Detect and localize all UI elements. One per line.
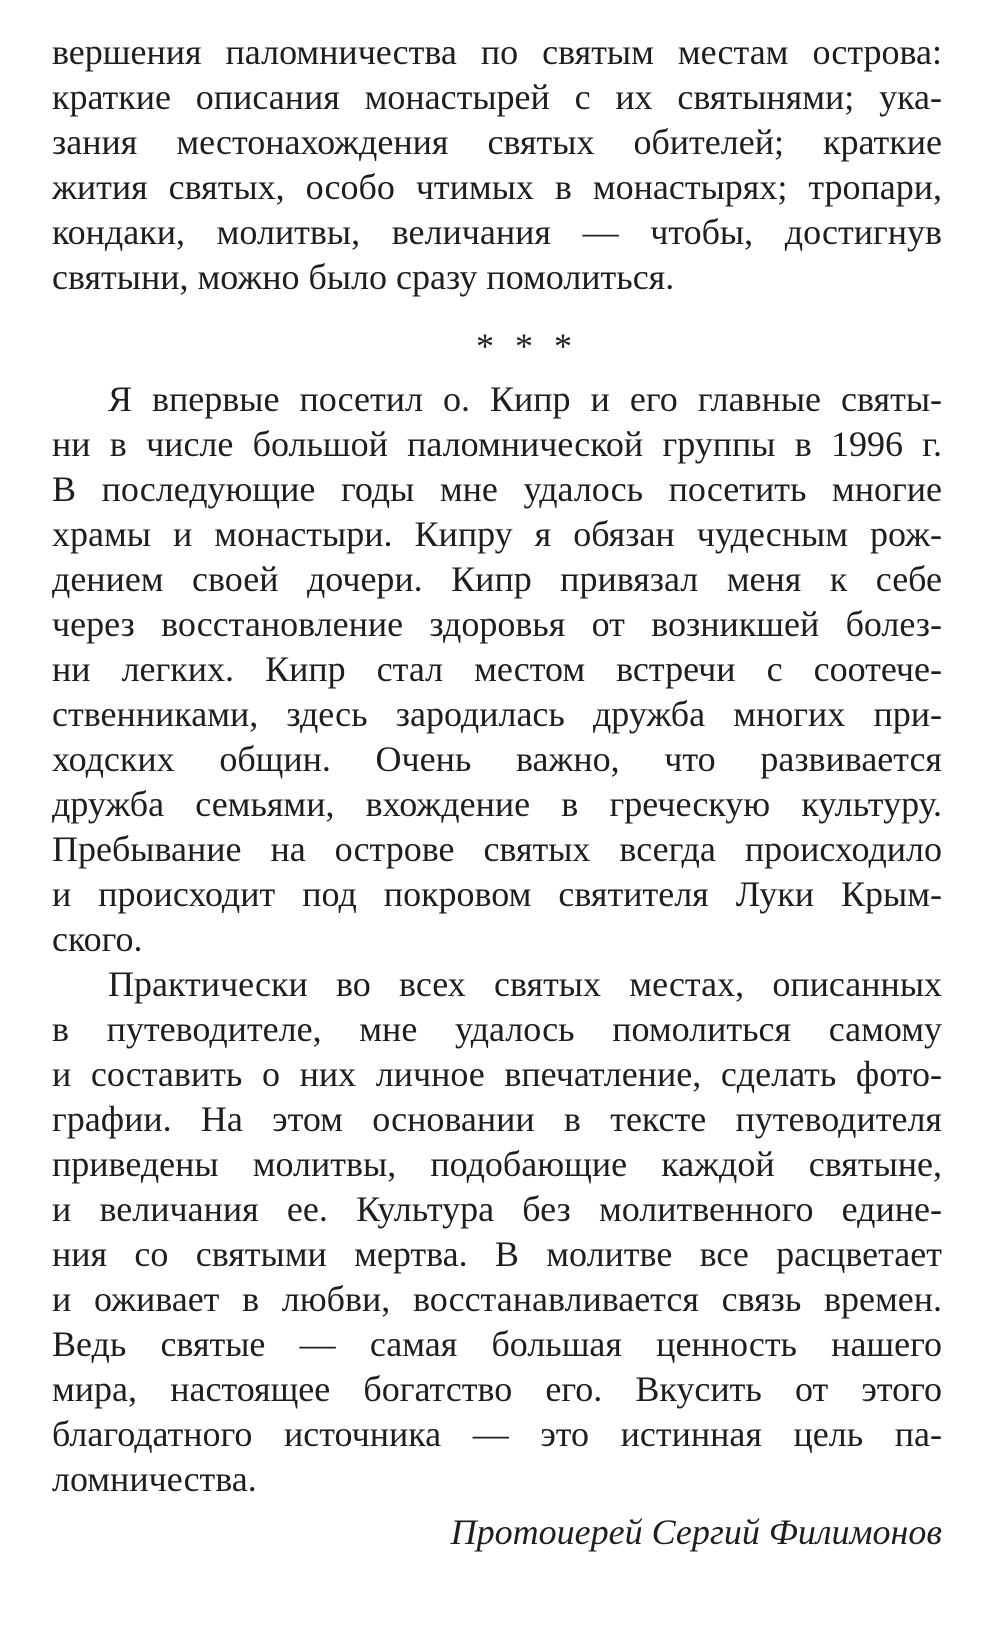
paragraph-3 xyxy=(52,962,942,1502)
text-line: через восстановление здоровья от возникшей болез- xyxy=(52,604,942,644)
text-line: святыни, можно было сразу помолиться. xyxy=(52,257,675,297)
text-line: ломничества. xyxy=(52,1459,257,1499)
text-line: Практически во всех святых местах, описанных xyxy=(108,964,942,1004)
text-line: вершения паломничества по святым местам острова: xyxy=(52,32,942,72)
text-line: ни в числе большой паломнической группы в 1996 г. xyxy=(52,424,942,464)
text-line: ни легких. Кипр стал местом встречи с соотече- xyxy=(52,649,942,689)
text-line: ния со святыми мертва. В молитве все расцветает xyxy=(52,1234,942,1274)
text-line: кондаки, молитвы, величания — чтобы, достигнув xyxy=(52,212,942,252)
text-line: ственниками, здесь зародилась дружба многих при- xyxy=(52,694,942,734)
section-separator: * * * xyxy=(476,326,578,366)
text-line: благодатного источника — это истинная цель па- xyxy=(52,1414,942,1454)
text-line: дружба семьями, вхождение в греческую культуру. xyxy=(52,784,942,824)
text-line: жития святых, особо чтимых в монастырях; тропари, xyxy=(52,167,942,207)
text-line: и величания ее. Культура без молитвенного едине- xyxy=(52,1189,942,1229)
text-line: Я впервые посетил о. Кипр и его главные святы- xyxy=(108,379,942,419)
text-line: ского. xyxy=(52,919,143,959)
text-line: краткие описания монастырей с их святынями; ука- xyxy=(52,77,942,117)
text-line: графии. На этом основании в тексте путеводителя xyxy=(52,1099,942,1139)
text-line: и происходит под покровом святителя Луки Крым- xyxy=(52,874,942,914)
text-line: в путеводителе, мне удалось помолиться самому xyxy=(52,1009,942,1049)
text-line: дением своей дочери. Кипр привязал меня к себе xyxy=(52,559,942,599)
author-signature: Протоиерей Сергий Филимонов xyxy=(450,1512,942,1552)
text-line: храмы и монастыри. Кипру я обязан чудесным рож- xyxy=(52,514,942,554)
text-line: зания местонахождения святых обителей; краткие xyxy=(52,122,942,162)
text-line: Ведь святые — самая большая ценность нашего xyxy=(52,1324,942,1364)
text-line: Пребывание на острове святых всегда происходило xyxy=(52,829,942,869)
paragraph-1 xyxy=(52,30,942,300)
text-line: приведены молитвы, подобающие каждой святыне, xyxy=(52,1144,942,1184)
text-line: ходских общин. Очень важно, что развивается xyxy=(52,739,942,779)
text-line: и оживает в любви, восстанавливается связь времен. xyxy=(52,1279,942,1319)
text-line: и составить о них личное впечатление, сделать фото- xyxy=(52,1054,942,1094)
book-page xyxy=(52,30,942,1555)
text-line: мира, настоящее богатство его. Вкусить от этого xyxy=(52,1369,942,1409)
paragraph-2 xyxy=(52,377,942,962)
text-line: В последующие годы мне удалось посетить многие xyxy=(52,469,942,509)
